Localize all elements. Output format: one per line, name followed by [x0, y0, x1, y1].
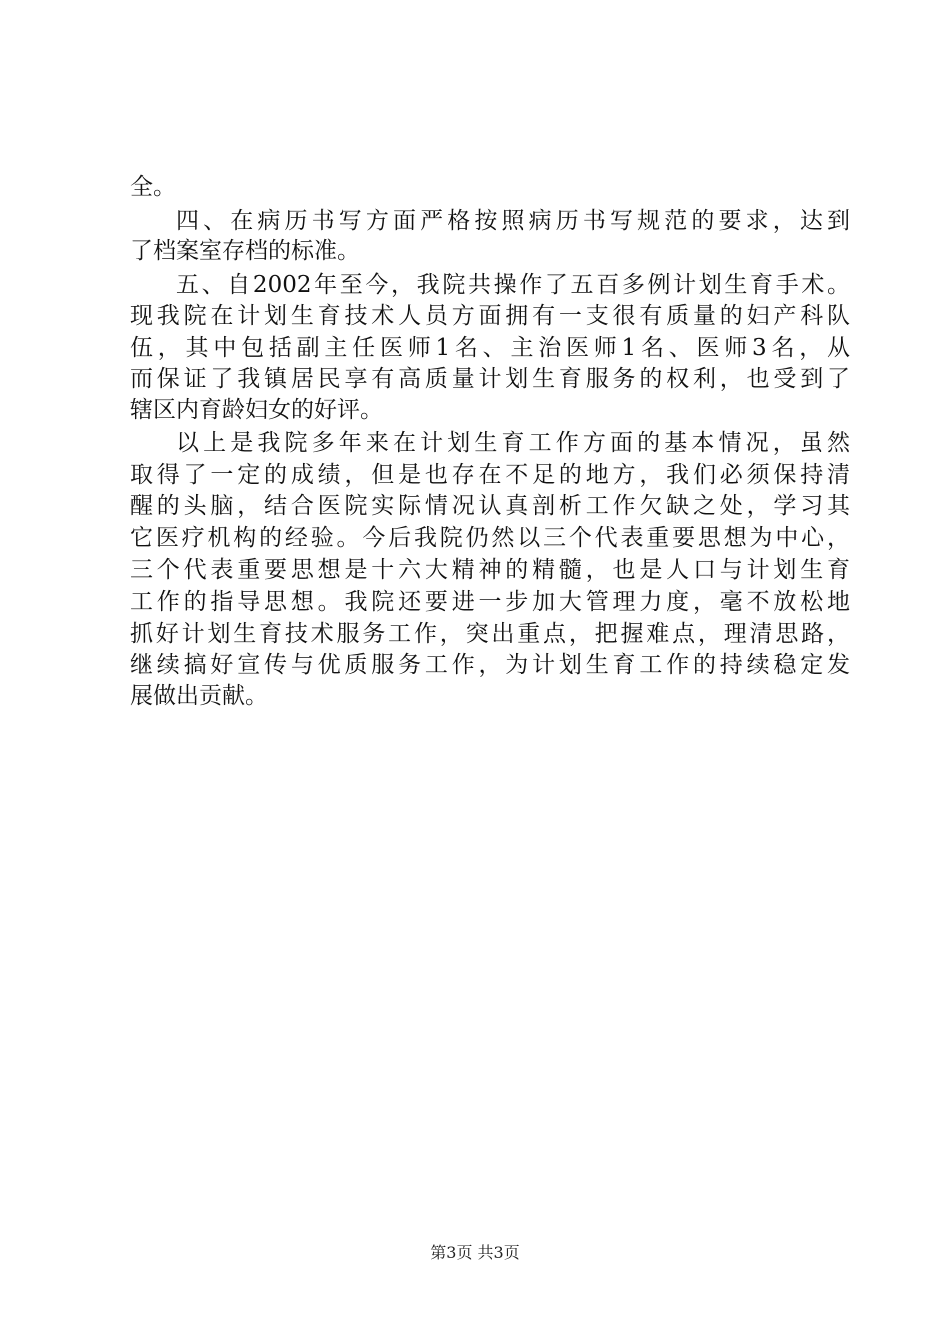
paragraph-line: 三个代表重要思想是十六大精神的精髓，也是人口与计划生育	[130, 557, 850, 583]
paragraph-line: 而保证了我镇居民享有高质量计划生育服务的权利，也受到了	[130, 366, 850, 392]
paragraph-line: 取得了一定的成绩，但是也存在不足的地方，我们必须保持清	[130, 462, 850, 488]
page-number-footer: 第3页 共3页	[430, 1243, 520, 1262]
paragraph-line: 继续搞好宣传与优质服务工作，为计划生育工作的持续稳定发	[130, 652, 850, 678]
paragraph-line: 五、自2002年至今，我院共操作了五百多例计划生育手术。	[176, 272, 850, 298]
paragraph-line: 抓好计划生育技术服务工作，突出重点，把握难点，理清思路，	[130, 621, 850, 647]
paragraph-line: 展做出贡献。	[130, 683, 268, 709]
paragraph-line: 辖区内育龄妇女的好评。	[130, 397, 383, 423]
paragraph-line: 以上是我院多年来在计划生育工作方面的基本情况，虽然	[176, 430, 850, 456]
paragraph-line: 全。	[130, 174, 176, 200]
paragraph-line: 工作的指导思想。我院还要进一步加大管理力度，毫不放松地	[130, 589, 850, 615]
paragraph-line: 伍，其中包括副主任医师1名、主治医师1名、医师3名，从	[130, 335, 850, 361]
paragraph-line: 四、在病历书写方面严格按照病历书写规范的要求，达到	[176, 208, 850, 234]
paragraph-line: 了档案室存档的标准。	[130, 238, 360, 264]
paragraph-line: 醒的头脑，结合医院实际情况认真剖析工作欠缺之处，学习其	[130, 493, 850, 519]
paragraph-line: 现我院在计划生育技术人员方面拥有一支很有质量的妇产科队	[130, 303, 850, 329]
paragraph-line: 它医疗机构的经验。今后我院仍然以三个代表重要思想为中心，	[130, 525, 850, 551]
